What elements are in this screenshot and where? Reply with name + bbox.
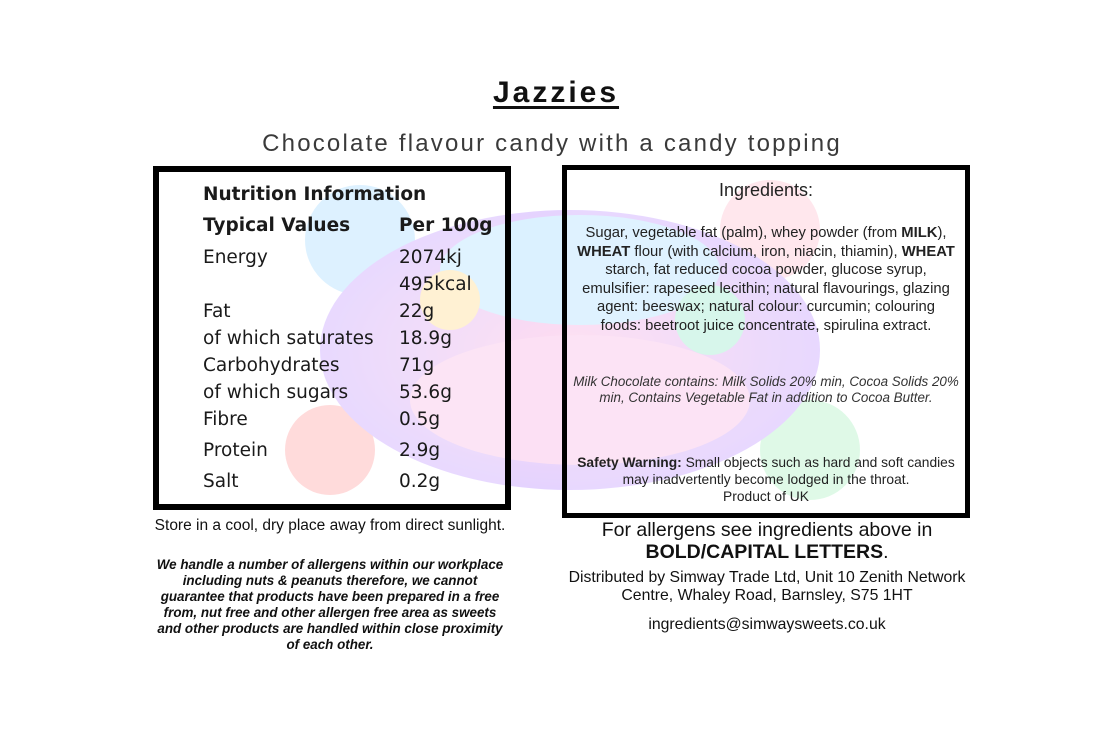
product-title: Jazzies — [492, 76, 620, 109]
ingredients-text — [575, 224, 957, 336]
nutrition-label-fibre: Fibre — [203, 409, 248, 430]
nutrition-label-energy: Energy — [203, 247, 268, 268]
nutrition-label-sugars: of which sugars — [203, 382, 349, 403]
allergen-instructions-period: . — [883, 541, 889, 563]
allergen-handling-note: We handle a number of allergens within our workplace including nuts & peanuts therefore, we cannot guarantee that products have been prepared in a free from, nut free and other allergen free area as sweets and other products are handled within close proximity of each other. — [156, 557, 504, 652]
allergen-wheat: WHEAT — [901, 243, 955, 260]
ingredients-text-part: flour (with calcium, iron, niacin, thiamin), — [630, 243, 902, 260]
ingredients-heading: Ingredients: — [718, 180, 814, 200]
ingredients-box — [562, 165, 970, 518]
allergen-instructions-text: For allergens see ingredients above in — [601, 519, 933, 541]
nutrition-value-protein: 2.9g — [399, 440, 441, 461]
storage-instructions: Store in a cool, dry place away from direct sunlight. — [154, 517, 506, 534]
nutrition-col-value: Per 100g — [399, 215, 493, 236]
nutrition-value-carbohydrates: 71g — [399, 355, 435, 376]
nutrition-label-saturates: of which saturates — [203, 328, 374, 349]
milk-chocolate-note: Milk Chocolate contains: Milk Solids 20% min, Cocoa Solids 20% min, Contains Vegetable Fat in addition to Cocoa Butter. — [573, 374, 959, 406]
nutrition-label-salt: Salt — [203, 471, 239, 492]
nutrition-label-fat: Fat — [203, 301, 231, 322]
allergen-instructions-bold: BOLD/CAPITAL LETTERS — [645, 541, 884, 563]
ingredients-text-part: starch, fat reduced cocoa powder, glucose syrup, emulsifier: rapeseed lecithin; natural flavourings, glazing agent: beeswax; natural colour: curcumin; colouring foods: beetroot juice concentrate, spirulina extract. — [582, 262, 950, 334]
nutrition-col-label: Typical Values — [203, 215, 351, 236]
allergen-milk: MILK — [901, 225, 938, 241]
nutrition-value-energy-kj: 2074kj — [399, 247, 462, 268]
nutrition-value-salt: 0.2g — [399, 471, 441, 492]
ingredients-text-part: ), — [937, 225, 947, 241]
safety-warning — [577, 454, 955, 505]
product-origin: Product of UK — [723, 489, 809, 504]
safety-warning-text: Small objects such as hard and soft candies may inadvertently become lodged in the throat. — [622, 455, 955, 487]
safety-warning-label: Safety Warning: — [577, 455, 682, 470]
contact-email: ingredients@simwaysweets.co.uk — [648, 616, 886, 633]
ingredients-text-part: Sugar, vegetable fat (palm), whey powder (from — [585, 225, 902, 241]
nutrition-value-energy-kcal: 495kcal — [399, 274, 472, 295]
nutrition-value-fibre: 0.5g — [399, 409, 441, 430]
product-subtitle: Chocolate flavour candy with a candy topping — [262, 130, 842, 157]
distributor-address: Distributed by Simway Trade Ltd, Unit 10 Zenith Network Centre, Whaley Road, Barnsley, S75 1HT — [568, 569, 966, 604]
nutrition-label-protein: Protein — [203, 440, 268, 461]
nutrition-value-saturates: 18.9g — [399, 328, 452, 349]
nutrition-box — [153, 166, 511, 510]
allergen-wheat: WHEAT — [577, 243, 631, 260]
allergen-instructions — [560, 519, 974, 563]
nutrition-value-sugars: 53.6g — [399, 382, 452, 403]
nutrition-heading: Nutrition Information — [203, 184, 427, 205]
nutrition-label-carbohydrates: Carbohydrates — [203, 355, 340, 376]
nutrition-value-fat: 22g — [399, 301, 435, 322]
